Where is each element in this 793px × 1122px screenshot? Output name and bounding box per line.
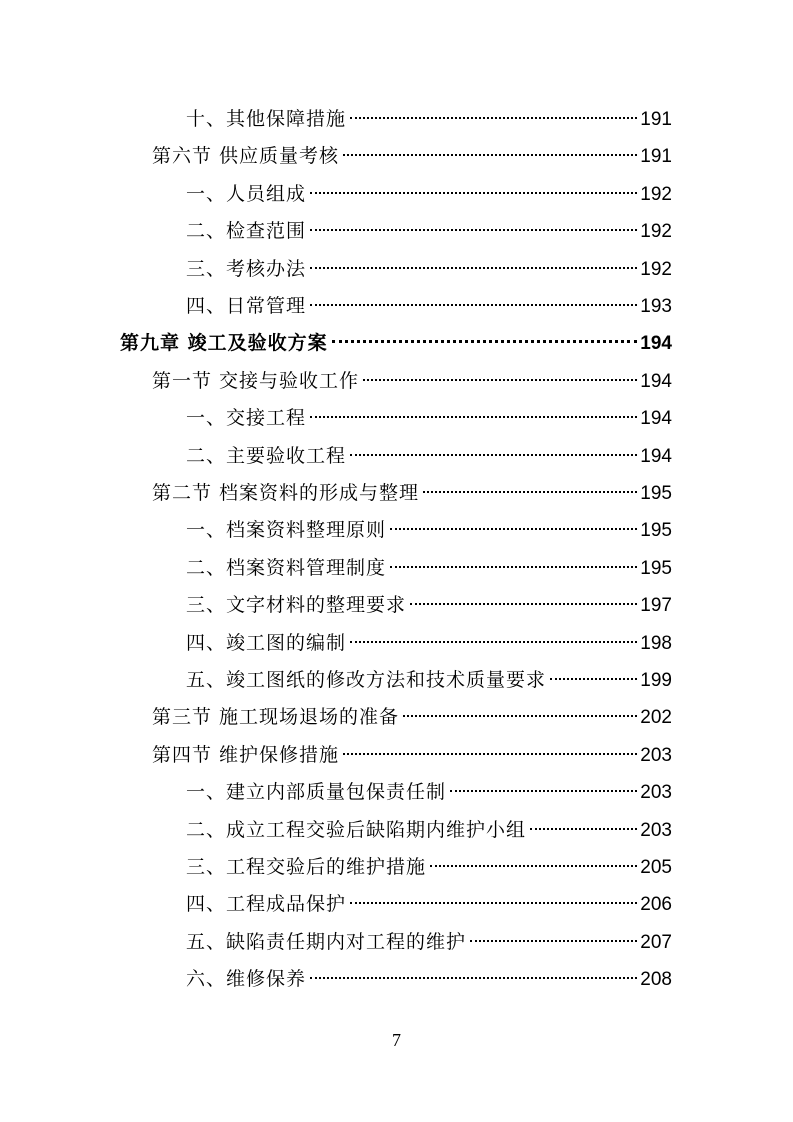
dot-leader [310, 267, 637, 269]
toc-entry[interactable] [152, 740, 672, 770]
toc-entry[interactable] [152, 141, 672, 171]
dot-leader [350, 117, 637, 119]
toc-entry-page: 203 [640, 782, 672, 804]
toc-entry-page: 206 [640, 894, 672, 916]
toc-entry[interactable] [186, 628, 672, 658]
dot-leader [343, 154, 637, 156]
toc-entry-title: 十、其他保障措施 [186, 108, 347, 130]
toc-entry[interactable] [186, 291, 672, 321]
toc-entry-title: 五、缺陷责任期内对工程的维护 [186, 930, 467, 953]
toc-entry-page: 198 [640, 632, 672, 654]
toc-entry-page: 197 [640, 595, 672, 617]
toc-entry-title: 一、交接工程 [186, 407, 307, 430]
toc-entry-title: 四、竣工图的编制 [186, 631, 347, 654]
toc-entry[interactable] [186, 179, 672, 209]
toc-entry-title: 四、日常管理 [186, 295, 307, 317]
dot-leader [310, 416, 637, 418]
dot-leader [350, 641, 637, 643]
toc-entry-page: 199 [640, 670, 672, 691]
toc-entry[interactable] [186, 553, 672, 583]
toc-entry-page: 195 [640, 520, 672, 542]
toc-entry-title: 二、档案资料管理制度 [186, 556, 387, 579]
dot-leader [470, 940, 637, 942]
toc-entry-page: 207 [640, 931, 672, 953]
toc-entry-title: 二、主要验收工程 [186, 444, 347, 467]
toc-entry-page: 194 [640, 333, 672, 355]
toc-entry[interactable] [152, 478, 672, 508]
toc-entry-title: 三、文字材料的整理要求 [186, 594, 407, 617]
toc-entry-title: 二、成立工程交验后缺陷期内维护小组 [186, 818, 527, 841]
toc-entry-title: 四、工程成品保护 [186, 893, 347, 916]
toc-entry-page: 205 [640, 857, 672, 878]
dot-leader [310, 229, 637, 231]
toc-entry[interactable] [186, 777, 672, 807]
toc-entry-title: 第九章 竣工及验收方案 [120, 332, 328, 355]
toc-entry-page: 193 [640, 296, 672, 317]
toc-entry[interactable] [152, 702, 672, 732]
toc-entry-page: 195 [640, 483, 672, 504]
dot-leader [310, 977, 637, 979]
toc-entry-page: 203 [640, 819, 672, 841]
toc-entry[interactable] [186, 815, 672, 845]
dot-leader [430, 865, 637, 867]
toc-entry-page: 192 [640, 183, 672, 205]
toc-entry-page: 191 [640, 109, 672, 130]
toc-entry-title: 第六节 供应质量考核 [152, 145, 340, 168]
dot-leader [310, 304, 637, 306]
toc-entry-title: 五、竣工图纸的修改方法和技术质量要求 [186, 669, 547, 691]
toc-entry[interactable] [186, 254, 672, 284]
dot-leader [550, 678, 637, 680]
toc-entry[interactable] [152, 366, 672, 396]
toc-entry[interactable] [186, 515, 672, 545]
toc-entry-page: 194 [640, 408, 672, 430]
page-number: 7 [392, 1030, 401, 1050]
toc-entry-title: 三、工程交验后的维护措施 [186, 856, 427, 878]
dot-leader [423, 491, 637, 493]
dot-leader [332, 340, 638, 343]
toc-entry-title: 三、考核办法 [186, 257, 307, 280]
dot-leader [310, 192, 637, 194]
toc-entry[interactable] [186, 441, 672, 471]
toc-entry[interactable] [186, 665, 672, 695]
toc-entry-page: 191 [640, 146, 672, 168]
toc-entry[interactable] [186, 927, 672, 957]
toc-entry-title: 一、建立内部质量包保责任制 [186, 781, 447, 804]
dot-leader [403, 715, 637, 717]
toc-entry-title: 第四节 维护保修措施 [152, 743, 340, 766]
toc-entry-title: 六、维修保养 [186, 968, 307, 991]
toc-entry-page: 195 [640, 557, 672, 579]
dot-leader [390, 528, 637, 530]
dot-leader [343, 753, 637, 755]
toc-entry-title: 二、检查范围 [186, 220, 307, 243]
toc-entry[interactable] [186, 216, 672, 246]
toc-entry[interactable] [186, 590, 672, 620]
dot-leader [390, 566, 637, 568]
toc-entry-page: 203 [640, 744, 672, 766]
dot-leader [410, 603, 637, 605]
toc-entry[interactable] [186, 889, 672, 919]
toc-entry[interactable] [186, 852, 672, 882]
dot-leader [530, 828, 637, 830]
toc-entry-page: 202 [640, 707, 672, 729]
dot-leader [450, 790, 637, 792]
toc-entry-title: 第一节 交接与验收工作 [152, 369, 360, 392]
toc-entry[interactable] [186, 964, 672, 994]
toc-entry-title: 一、档案资料整理原则 [186, 519, 387, 542]
toc-entry-page: 194 [640, 370, 672, 392]
toc-entry-page: 194 [640, 445, 672, 467]
toc-entry[interactable] [120, 328, 672, 358]
dot-leader [350, 902, 637, 904]
dot-leader [350, 454, 637, 456]
toc-entry[interactable] [186, 104, 672, 134]
toc-entry-title: 第三节 施工现场退场的准备 [152, 706, 400, 729]
toc-entry-page: 208 [640, 969, 672, 991]
toc-entry-page: 192 [640, 221, 672, 243]
toc-entry[interactable] [186, 403, 672, 433]
toc-entry-page: 192 [640, 258, 672, 280]
toc-entry-title: 一、人员组成 [186, 182, 307, 205]
toc-entry-title: 第二节 档案资料的形成与整理 [152, 482, 420, 504]
dot-leader [363, 379, 637, 381]
